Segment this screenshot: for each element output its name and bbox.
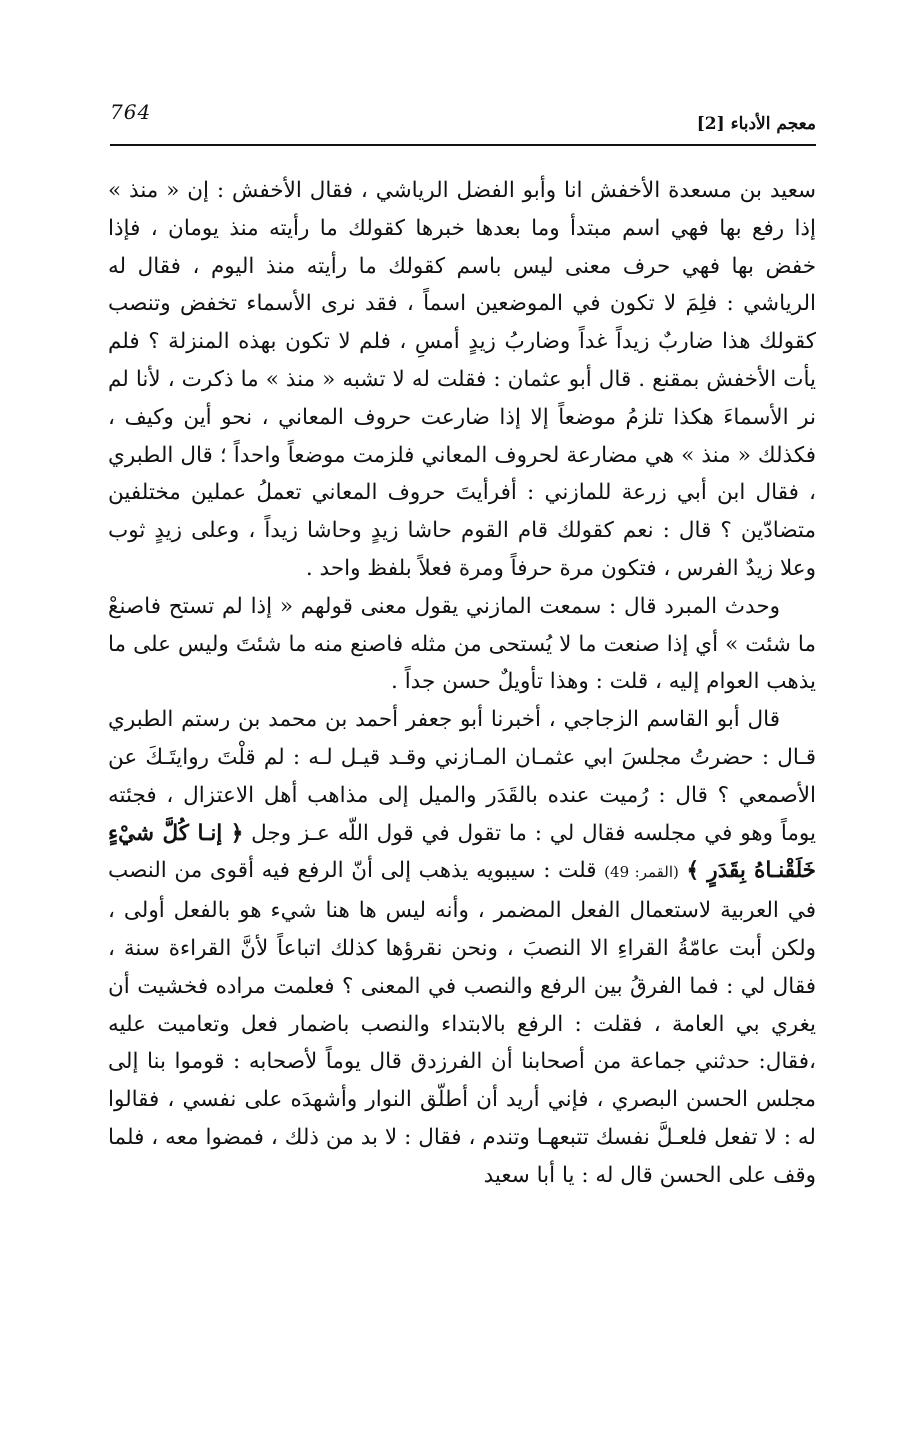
paragraph-3-text-b: قلت : سيبويه يذهب إلى أنّ الرفع فيه أقوى من النصب في العربية لاستعمال الفعل المضمر ، وأنه ليس ها هنا شيء هو بالفعل أولى ، ولكن أبت عامّةُ القراءِ الا النصبَ ، ونحن نقرؤها كذلك اتباعاً لأنَّ القراءة سنة ، فقال لي : فما الفرقُ بين الرفع والنصب في المعنى ؟ فعلمت مراده فخشيت أن يغري بي العامة ، فقلت : الرفع بالابتداء والنصب باضمار فعل وتعاميت عليه ،فقال: حدثني جماعة من أصحابنا أن الفرزدق قال يوماً لأصحابه : قوموا بنا إلى مجلس الحسن البصري ، فإني أريد أن أطلّق النوار وأشهدَه على نفسي ، فقالوا له : لا تفعل فلعـلَّ نفسك تتبعهـا وتندم ، فقال : لا بد من ذلك ، فمضوا معه ، فلما وقف على الحسن قال له : يا أبا سعيد: [108, 858, 816, 1188]
paragraph-3: [108, 701, 816, 1194]
header-rule: [110, 144, 816, 146]
verse-reference: (القمر: 49): [604, 863, 679, 882]
paragraph-3-text-a: قال أبو القاسم الزجاجي ، أخبرنا أبو جعفر أحمد بن محمد بن رستم الطبري قـال : حضرتُ مجلسَ ابي عثمـان المـازني وقـد قيـل لـه : لم قلْتَ روايتَـكَ عن الأصمعي ؟ قال : رُميت عنده بالقَدَر والميل إلى مذاهب أهل الاعتزال ، فجئته يوماً وهو في مجلسه فقال لي : ما تقول في قول اللّه عـز وجل: [108, 707, 816, 846]
paragraph-2: وحدث المبرد قال : سمعت المازني يقول معنى قولهم « إذا لم تستح فاصنعْ ما شئت » أي إذا صنعت ما لا يُستحى من مثله فاصنع منه ما شئتَ وليس على ما يذهب العوام إليه ، قلت : وهذا تأويلٌ حسن جداً .: [108, 593, 816, 695]
running-title: معجم الأدباء [2]: [696, 114, 816, 134]
page-body: [108, 172, 816, 1195]
page-number: 764: [110, 100, 152, 124]
page-header: [110, 100, 816, 144]
paragraph-1: سعيد بن مسعدة الأخفش انا وأبو الفضل الرياشي ، فقال الأخفش : إن « منذ » إذا رفع بها فهي اسم مبتدأ وما بعدها خبرها كقولك ما رأيته منذ يومان ، فإذا خفض بها فهي حرف معنى ليس باسم كقولك ما رأيته منذ اليوم ، فقال له الرياشي : فلِمَ لا تكون في الموضعين اسماً ، فقد نرى الأسماء تخفض وتنصب كقولك هذا ضاربٌ زيداً غداً وضاربُ زيدٍ أمسِ ، فلم لا تكون بهذه المنزلة ؟ فلم يأت الأخفش بمقنع . قال أبو عثمان : فقلت له لا تشبه « منذ » ما ذكرت ، لأنا لم نر الأسماءَ هكذا تلزمُ موضعاً إلا إذا ضارعت حروف المعاني ، نحو أين وكيف ، فكذلك « منذ » هي مضارعة لحروف المعاني فلزمت موضعاً واحداً ؛ قال الطبري ، فقال ابن أبي زرعة للمازني : أفرأيتَ حروف المعاني تعملُ عملين مختلفين متضادّين ؟ قال : نعم كقولك قام القوم حاشا زيدٍ وحاشا زيداً ، وعلى زيدٍ ثوب وعلا زيدٌ الفرس ، فتكون مرة حرفاً ومرة فعلاً بلفظ واحد .: [108, 178, 816, 581]
quran-verse: ﴿ إنـا كُلَّ شيْءٍ خَلَقْنـاهُ بِقَدَرٍ ﴾: [108, 820, 816, 884]
